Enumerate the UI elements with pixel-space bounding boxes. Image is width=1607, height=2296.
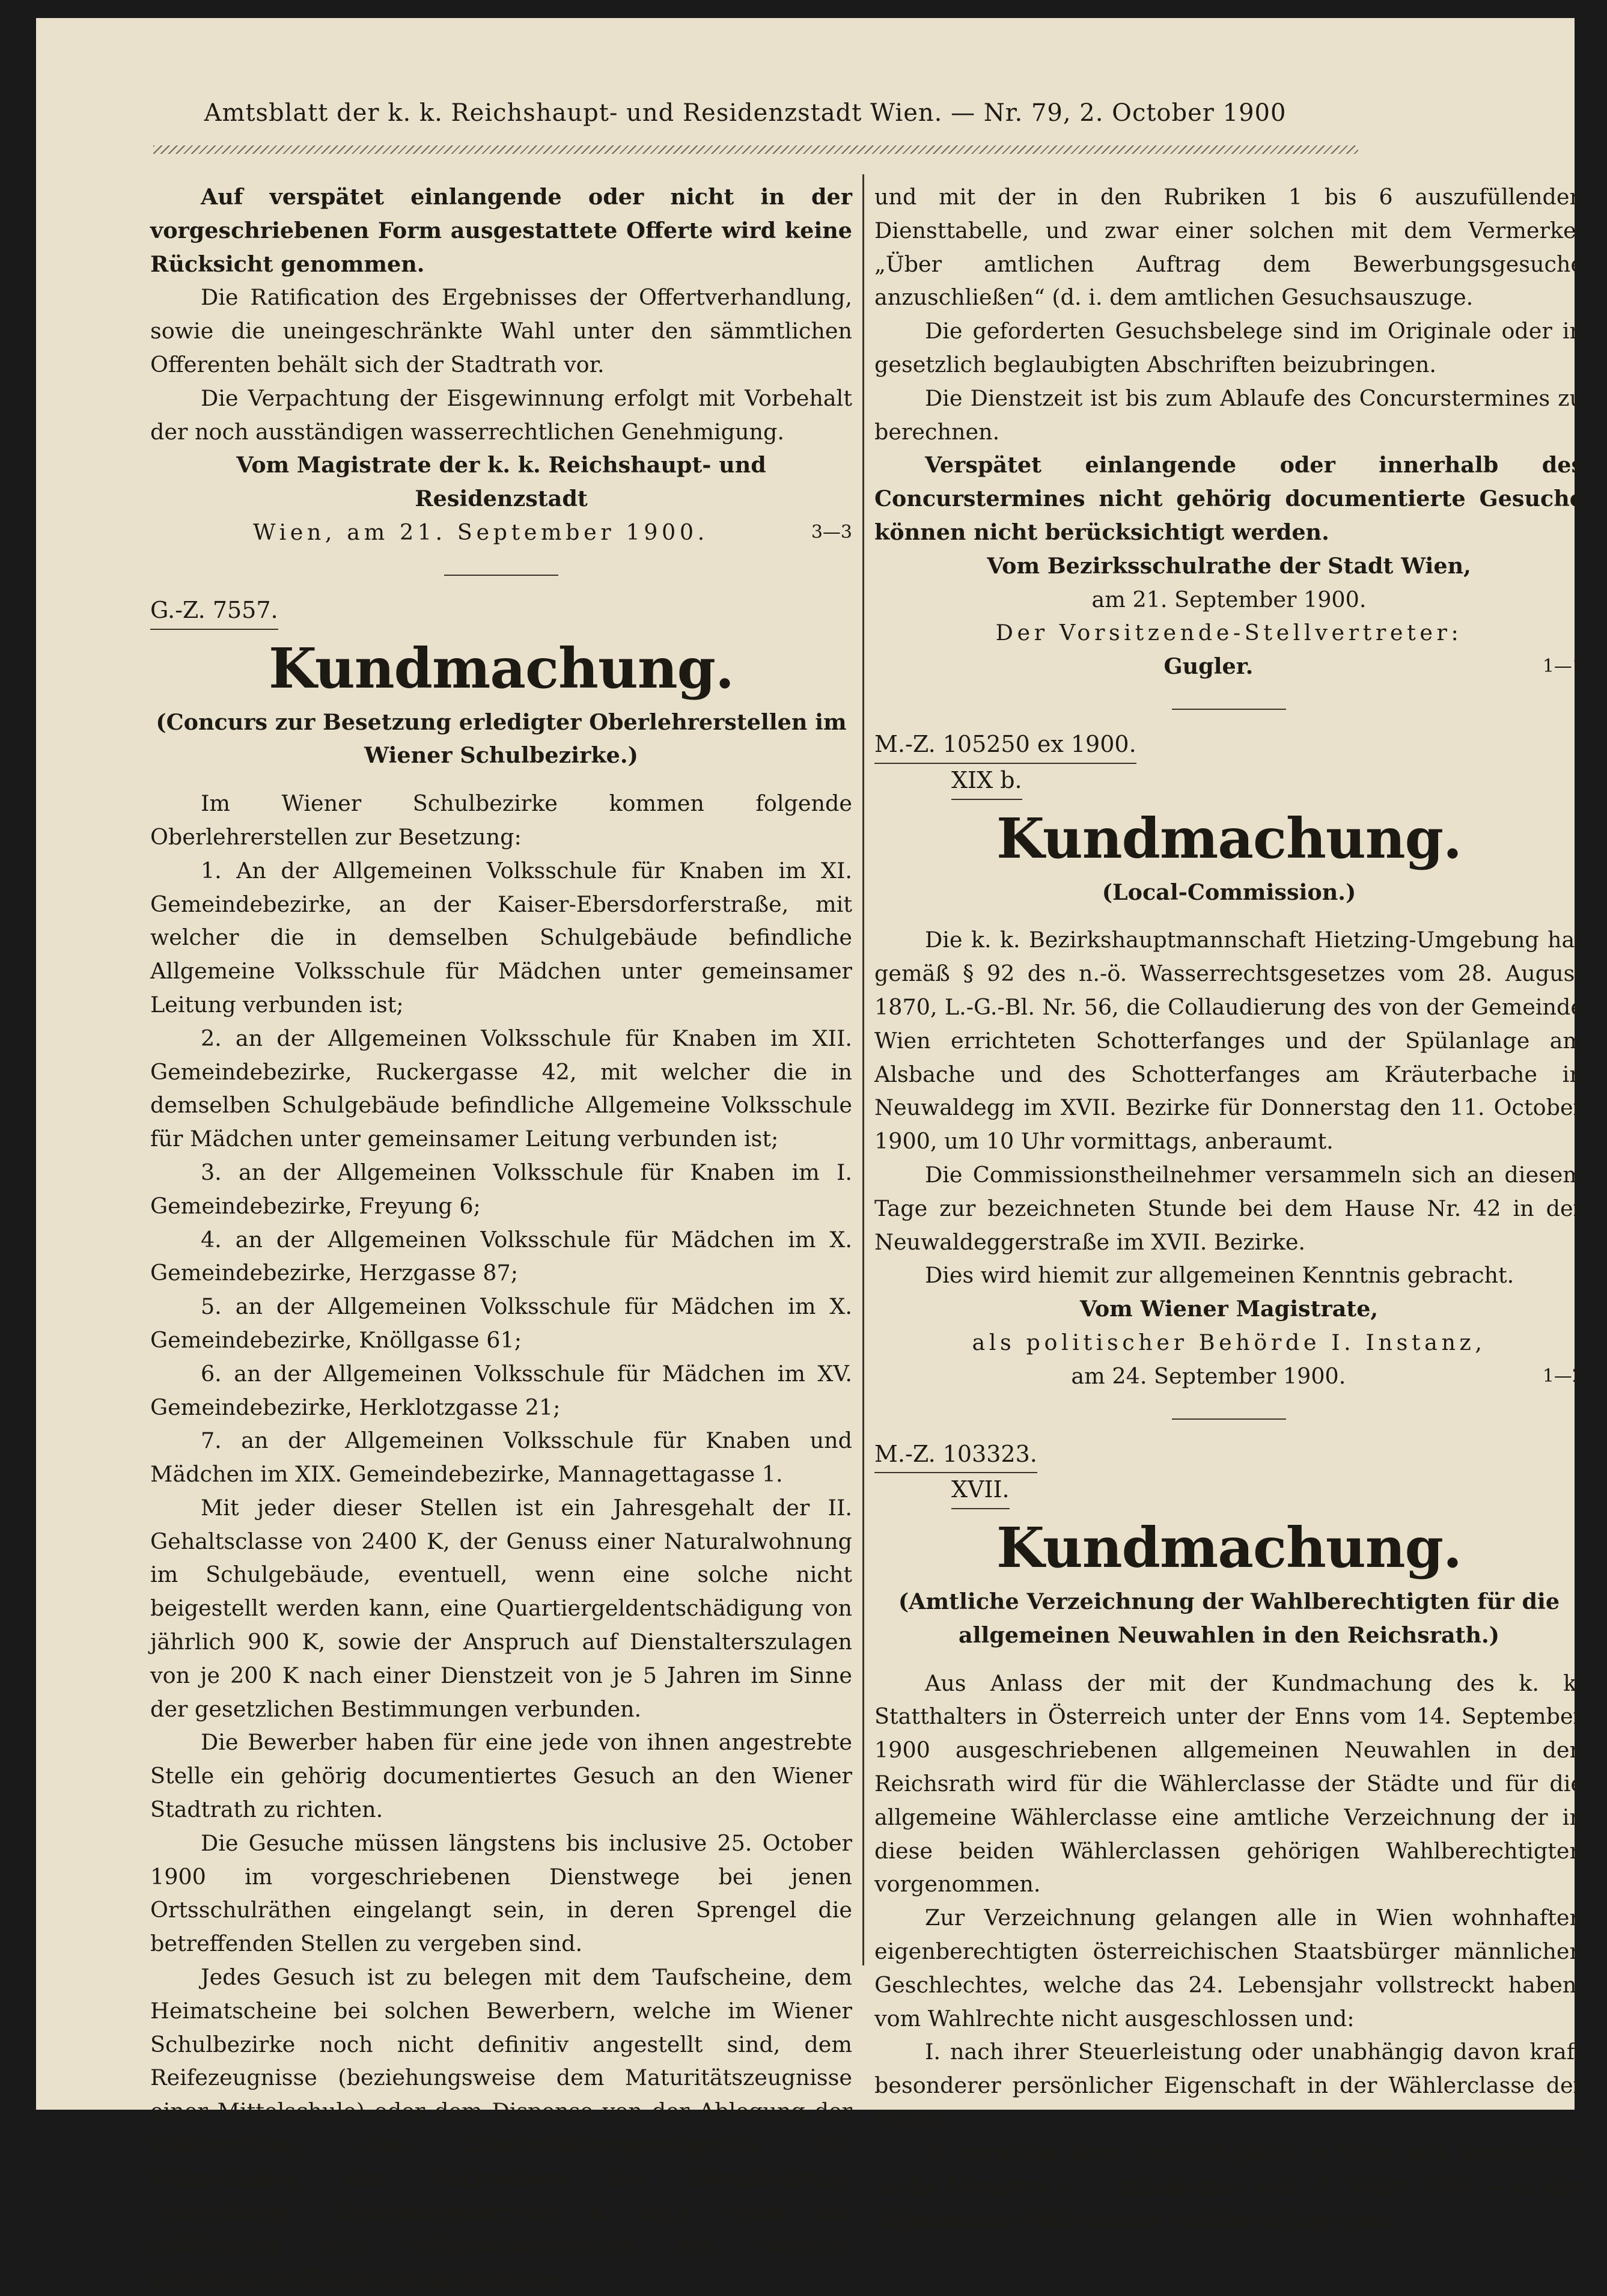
signature-authority: Vom Magistrate der k. k. Reichshaupt- und Residenzstadt (236, 452, 766, 512)
kundmachung-heading: Kundmachung. (996, 1515, 1462, 1581)
kundmachung-heading: Kundmachung. (996, 805, 1462, 871)
right-column (874, 180, 1584, 2236)
paragraph: und mit der in den Rubriken 1 bis 6 auszufüllenden Diensttabelle, und zwar einer solchen mit dem Vermerke: „Über amtlichen Auftrag dem Bewerbungsgesuche anzuschließen“ (d. i. dem amtlichen Gesuchsauszuge. (874, 184, 1584, 311)
paragraph: Dies wird hiemit zur allgemeinen Kenntnis gebracht. (924, 1262, 1514, 1289)
reference-number: M.-Z. 105250 ex 1900. (874, 728, 1136, 764)
paragraph: Im Wiener Schulbezirke kommen folgende Oberlehrerstellen zur Besetzung: (150, 790, 852, 850)
list-item: 4. an der Allgemeinen Volksschule für Mädchen im X. Gemeindebezirke, Herzgasse 87; (150, 1226, 852, 1286)
paragraph: Die Dienstzeit ist bis zum Ablaufe des Concurstermines zu berechnen. (874, 385, 1584, 445)
signature-date-line (150, 516, 852, 549)
signature-date-line (874, 1360, 1584, 1393)
section-divider (444, 575, 558, 576)
list-item: 1. An der Allgemeinen Volksschule für Knaben im XI. Gemeindebezirke, an der Kaiser-Ebersdorferstraße, mit welcher die in demselben Schulgebäude befindliche Allgemeine Volksschule für Mädchen unter gemeinsamer Leitung verbunden ist; (150, 857, 852, 1018)
notice-number: 3—3 (811, 521, 852, 543)
district-label: XVII. (951, 1473, 1010, 1509)
intro-paragraph: Die Verpachtung der Eisgewinnung erfolgt mit Vorbehalt der noch ausständigen wasserrechtlichen Genehmigung. (150, 385, 852, 445)
signature-date: am 21. September 1900. (1091, 586, 1367, 612)
signature-name: Gugler. (1163, 653, 1254, 680)
paragraph: Die k. k. Bezirkshauptmannschaft Hietzing-Umgebung hat gemäß § 92 des n.-ö. Wasserrechtsgesetzes vom 28. August 1870, L.-G.-Bl. Nr. 56, die Collaudierung des von der Gemeinde Wien errichteten Schotterfanges und der Spülanlage am Alsbache und des Schotterfanges am Kräuterbache in Neuwaldegg im XVII. Bezirke für Donnerstag den 11. October 1900, um 10 Uhr vormittags, anberaumt. (874, 927, 1584, 1155)
list-item: 5. an der Allgemeinen Volksschule für Mädchen im X. Gemeindebezirke, Knöllgasse 61; (150, 1293, 852, 1353)
intro-paragraph: Die Ratification des Ergebnisses der Offertverhandlung, sowie die uneingeschränkte Wahl unter den sämmtlichen Offerenten behält sich der Stadtrath vor. (150, 284, 852, 377)
signature-authority: Vom Wiener Magistrate, (1079, 1296, 1379, 1322)
paragraph: Die geforderten Gesuchsbelege sind im Originale oder in gesetzlich beglaubigten Abschriften beizubringen. (874, 318, 1584, 377)
list-item: 6. an der Allgemeinen Volksschule für Mädchen im XV. Gemeindebezirke, Herklotzgasse 21; (150, 1360, 852, 1420)
paragraph: Aus Anlass der mit der Kundmachung des k. k. Statthalters in Österreich unter der Enns vom 14. September 1900 ausgeschriebenen allgemeinen Neuwahlen in den Reichsrath wird für die Wählerclasse der Städte und für die allgemeine Wählerclasse eine amtliche Verzeichnung der in diese beiden Wählerclassen gehörigen Wahlberechtigten vorgenommen. (874, 1670, 1584, 1898)
district-label: XIX b. (951, 764, 1022, 800)
kundmachung-subtitle: (Local-Commission.) (1102, 879, 1356, 905)
paragraph: Jedes Gesuch ist zu belegen mit dem Taufscheine, dem Heimatscheine bei solchen Bewerbern, welche im Wiener Schulbezirke noch nicht definitiv angestellt sind, dem Reifezeugnisse (beziehungsweise dem Maturitätszeugnisse einer Mittelschule) oder dem Dispense von der Ablegung der Reifeprüfung, dem Lehrbefähigungszeugnisse für Volksschulen, den Nachweisen der Dienstleistung (Anstellungs-, Enthebungsdecreten u. dgl.), sowie der Befähigung zum Religionsunterrichte des römisch-katholischen Glaubensbekenntnisses (150, 1964, 852, 2292)
column-divider (862, 174, 864, 1965)
paragraph: Die Commissionstheilnehmer versammeln sich an diesem Tage zur bezeichneten Stunde bei dem Hause Nr. 42 in der Neuwaldeggerstraße im XVII. Bezirke. (874, 1161, 1584, 1255)
header-wavy-rule (153, 145, 1358, 154)
paragraph: Zur Verzeichnung gelangen alle in Wien wohnhaften eigenberechtigten österreichischen Staatsbürger männlichen Geschlechtes, welche das 24. Lebensjahr vollstreckt haben, vom Wahlrechte nicht ausgeschlossen und: (874, 1905, 1584, 2032)
signature-date: Wien, am 21. September 1900. (253, 519, 709, 545)
signature-role: Der Vorsitzende-Stellvertreter: (995, 620, 1463, 646)
signature-role: als politischer Behörde I. Instanz, (972, 1329, 1486, 1355)
list-item: 7. an der Allgemeinen Volksschule für Knaben und Mädchen im XIX. Gemeindebezirke, Mannagettagasse 1. (150, 1427, 852, 1488)
kundmachung-heading: Kundmachung. (268, 635, 734, 701)
list-item: 3. an der Allgemeinen Volksschule für Knaben im I. Gemeindebezirke, Freyung 6; (150, 1159, 852, 1219)
paragraph: Verspätet einlangende oder innerhalb des Concurstermines nicht gehörig documentierte Gesuche können nicht berücksichtigt werden. (874, 452, 1584, 545)
paragraph: Mit jeder dieser Stellen ist ein Jahresgehalt der II. Gehaltsclasse von 2400 K, der Genuss einer Naturalwohnung im Schulgebäude, eventuell, wenn eine solche nicht beigestellt werden kann, eine Quartiergeldentschädigung von jährlich 900 K, sowie der Anspruch auf Dienstalterszulagen von je 200 K nach einer Dienstzeit von je 5 Jahren im Sinne der gesetzlichen Bestimmungen verbunden. (150, 1494, 852, 1722)
notice-number: 1—2 (1542, 1365, 1584, 1387)
left-column (150, 180, 852, 2296)
notice-number: 1—1 (1542, 656, 1584, 677)
intro-notice: Auf verspätet einlangende oder nicht in der vorgeschriebenen Form ausgestattete Offerte wird keine Rücksicht genommen. (150, 184, 852, 277)
reference-number: M.-Z. 103323. (874, 1438, 1037, 1474)
section-divider (1172, 709, 1286, 710)
page-header: Amtsblatt der k. k. Reichshaupt- und Residenzstadt Wien. — Nr. 79, 2. October 1900 (204, 99, 1287, 127)
newspaper-page (36, 18, 1584, 2292)
signature-date: am 24. September 1900. (1071, 1363, 1346, 1389)
list-item: I. nach ihrer Steuerleistung oder unabhängig davon kraft besonderer persönlicher Eigenschaft in der Wählerclasse der Städte; (874, 2039, 1584, 2133)
reference-number: G.-Z. 7557. (150, 594, 278, 630)
signature-name-line (874, 650, 1584, 683)
kundmachung-subtitle: (Concurs zur Besetzung erledigter Oberlehrerstellen im Wiener Schulbezirke.) (156, 709, 847, 769)
list-item: 2. an der Allgemeinen Volksschule für Knaben im XII. Gemeindebezirke, Ruckergasse 42, mit welcher die in demselben Schulgebäude befindliche Allgemeine Volksschule für Mädchen unter gemeinsamer Leitung verbunden ist; (150, 1025, 852, 1152)
paragraph: Die Bewerber haben für eine jede von ihnen angestrebte Stelle ein gehörig documentiertes Gesuch an den Wiener Stadtrath zu richten. (150, 1729, 852, 1823)
paragraph: Die Gesuche müssen längstens bis inclusive 25. October 1900 im vorgeschriebenen Dienstwege bei jenen Ortsschulräthen eingelangt sein, in deren Sprengel die betreffenden Stellen zu vergeben sind. (150, 1830, 852, 1957)
list-item: II. vermöge ihrer Sesshaftigkeit in Wien seit wenigstens sechs Monaten, d. i. mindestens seit 14. März 1900 — in der allgemeinen Wählerclasse wahlberechtigt sind. (874, 2139, 1584, 2233)
kundmachung-subtitle: (Amtliche Verzeichnung der Wahlberechtigten für die allgemeinen Neuwahlen in den Reichsrath.) (898, 1589, 1560, 1648)
signature-authority: Vom Bezirksschulrathe der Stadt Wien, (987, 552, 1471, 579)
section-divider (1172, 1418, 1286, 1420)
